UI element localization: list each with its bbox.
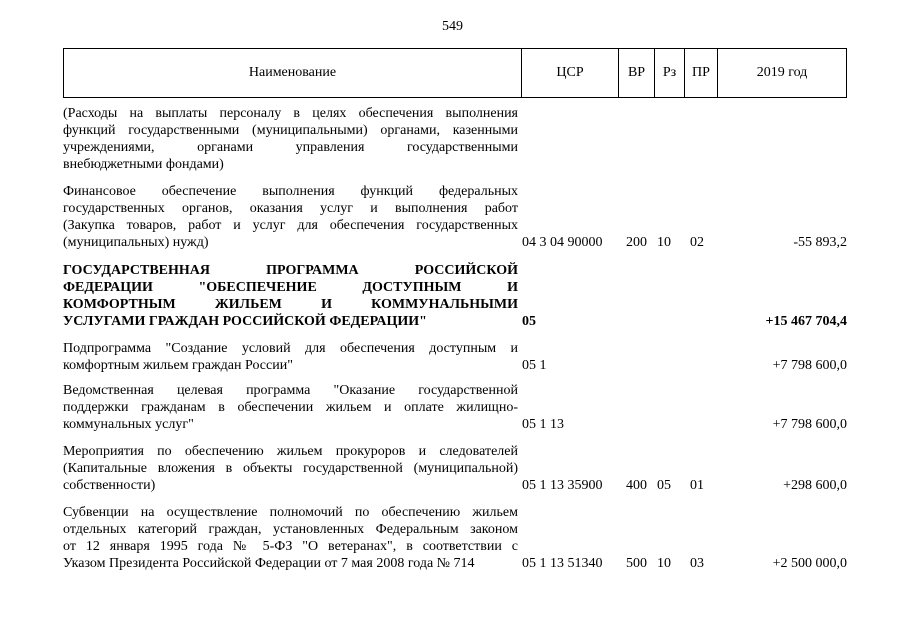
row-amount: -55 893,2: [793, 235, 847, 250]
row-name-line: собственности): [63, 478, 156, 493]
row-amount: +2 500 000,0: [772, 556, 847, 571]
row-name-line: УСЛУГАМИ ГРАЖДАН РОССИЙСКОЙ ФЕДЕРАЦИИ": [63, 314, 427, 329]
row-name-line: Ведомственная целевая программа "Оказание государственной: [63, 383, 518, 398]
page-number: 549: [442, 19, 463, 34]
row-vr: 200: [626, 235, 647, 250]
row-name-line: коммунальных услуг": [63, 417, 194, 432]
row-name-line: (Капитальные вложения в объекты государственной (муниципальной): [63, 461, 518, 476]
row-pr: 01: [690, 478, 704, 493]
row-name-line: Мероприятия по обеспечению жильем прокуроров и следователей: [63, 444, 518, 459]
row-name-line: ГОСУДАРСТВЕННАЯ ПРОГРАММА РОССИЙСКОЙ: [63, 263, 518, 278]
column-header-csr: ЦСР: [522, 49, 619, 97]
row-name-line: комфортным жильем граждан России": [63, 358, 293, 373]
row-rz: 05: [657, 478, 671, 493]
column-header-name: Наименование: [64, 49, 522, 97]
row-vr: 400: [626, 478, 647, 493]
row-name-line: поддержки гражданам в обеспечении жильем и оплате жилищно-: [63, 400, 518, 415]
row-amount: +7 798 600,0: [772, 358, 847, 373]
column-header-rz: Рз: [655, 49, 685, 97]
column-header-year: 2019 год: [756, 65, 808, 80]
row-name-line: внебюджетными фондами): [63, 157, 224, 172]
row-name-line: (муниципальных) нужд): [63, 235, 209, 250]
row-name: [63, 183, 518, 251]
row-name-line: КОМФОРТНЫМ ЖИЛЬЕМ И КОММУНАЛЬНЫМИ: [63, 297, 518, 312]
row-csr: 04 3 04 90000: [522, 235, 603, 250]
column-header-pr: ПР: [685, 49, 718, 97]
row-csr: 05 1 13: [522, 417, 564, 432]
row-name-line: ФЕДЕРАЦИИ "ОБЕСПЕЧЕНИЕ ДОСТУПНЫМ И: [63, 280, 518, 295]
row-rz: 10: [657, 556, 671, 571]
row-name: [63, 382, 518, 433]
column-header-vr: ВР: [619, 49, 655, 97]
row-name-line: от 12 января 1995 года № 5-ФЗ "О ветеранах", в соответствии с: [63, 539, 518, 554]
row-name-line: Субвенции на осуществление полномочий по обеспечению жильем: [63, 505, 518, 520]
row-name-line: Подпрограмма "Создание условий для обеспечения доступным и: [63, 341, 518, 356]
row-csr: 05 1 13 51340: [522, 556, 603, 571]
row-name-line: государственных органов, оказания услуг и выполнения работ: [63, 201, 518, 216]
row-rz: 10: [657, 235, 671, 250]
row-amount: +15 467 704,4: [765, 314, 847, 329]
row-csr: 05: [522, 314, 536, 329]
row-amount: +7 798 600,0: [772, 417, 847, 432]
row-csr: 05 1: [522, 358, 547, 373]
row-name-line: учреждениями, органами управления государственными: [63, 140, 518, 155]
row-name: [63, 105, 518, 173]
row-name-line: (Расходы на выплаты персоналу в целях обеспечения выполнения: [63, 106, 518, 121]
row-name-line: Финансовое обеспечение выполнения функций федеральных: [63, 184, 518, 199]
row-name: [63, 262, 518, 330]
row-name: [63, 504, 518, 572]
row-name-line: отдельных категорий граждан, установленных Федеральным законом: [63, 522, 518, 537]
row-pr: 03: [690, 556, 704, 571]
row-name-line: (Закупка товаров, работ и услуг для обеспечения государственных: [63, 218, 518, 233]
row-name: [63, 340, 518, 374]
row-name-line: Указом Президента Российской Федерации от 7 мая 2008 года № 714: [63, 556, 475, 571]
row-name: [63, 443, 518, 494]
row-vr: 500: [626, 556, 647, 571]
row-csr: 05 1 13 35900: [522, 478, 603, 493]
row-amount: +298 600,0: [783, 478, 847, 493]
row-pr: 02: [690, 235, 704, 250]
row-name-line: функций государственными (муниципальными) органами, казенными: [63, 123, 518, 138]
